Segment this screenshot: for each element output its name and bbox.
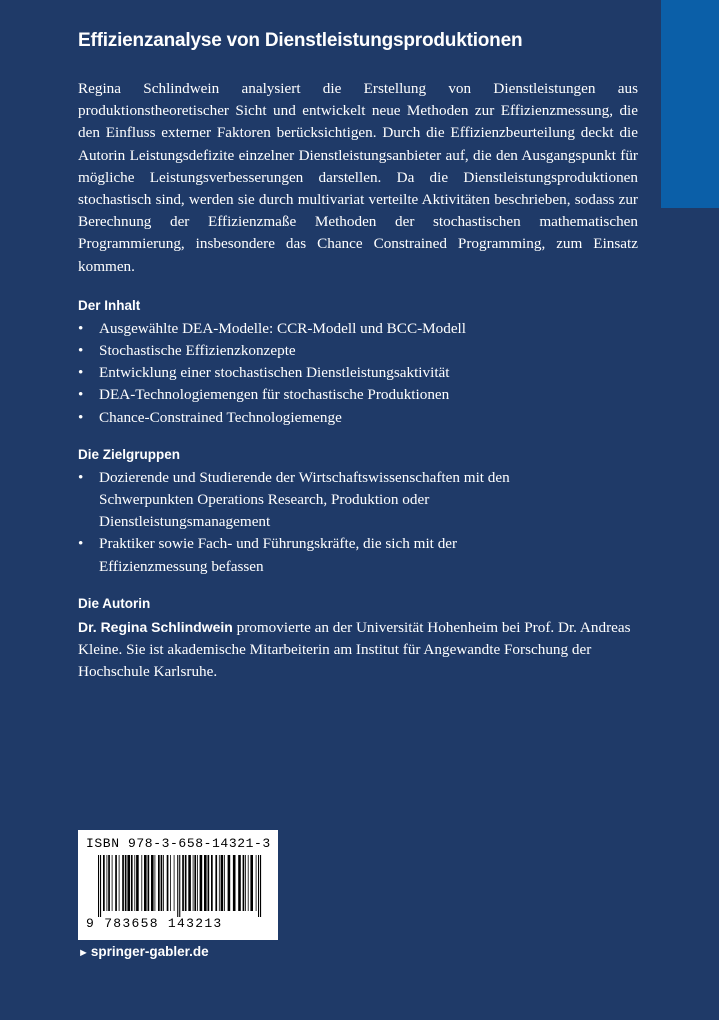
barcode-icon: [86, 855, 270, 917]
list-item: • Stochastische Effizienzkonzepte: [78, 340, 638, 362]
bullet-icon: •: [78, 319, 84, 337]
intro-paragraph: Regina Schlindwein analysiert die Erstellung von Dienstleistungen aus produktionstheoretischer Sicht und entwickelt neue Methoden zur Effizienzmessung, die den Einfluss externer Faktoren berücksichtigen. Durch die Effizienzbeurteilung deckt die Autorin Leistungsdefizite einzelner Dienstleistungsanbieter auf, die den Ausgangspunkt für mögliche Leistungsverbesserungen darstellen. Da die Dienstleistungsproduktionen stochastisch sind, werden sie durch multivariat verteilte Aktivitäten beschrieben, sodass zur Berechnung der Effizienzmaße Methoden der stochastischen mathematischen Programmierung, insbesondere das Chance Constrained Programming, zum Einsatz kommen.: [78, 80, 638, 275]
author-bio: [78, 616, 638, 684]
list-item: • DEA-Technologiemengen für stochastische Produktionen: [78, 384, 638, 406]
list-item: • Entwicklung einer stochastischen Dienstleistungsaktivität: [78, 362, 638, 384]
zielgruppen-list: [78, 467, 638, 578]
list-item: • Dozierende und Studierende der Wirtschaftswissenschaften mit den Schwerpunkten Operations Research, Produktion oder Dienstleistungsmanagement: [78, 468, 510, 531]
barcode-digits: 9 783658 143213: [86, 916, 223, 931]
bullet-icon: •: [78, 386, 84, 404]
section-heading-inhalt: Der Inhalt: [78, 297, 141, 313]
book-title: Effizienzanalyse von Dienstleistungsproduktionen: [78, 30, 523, 51]
inhalt-list: [78, 318, 638, 429]
list-item: • Ausgewählte DEA-Modelle: CCR-Modell und BCC-Modell: [78, 318, 638, 340]
bullet-icon: •: [78, 408, 84, 426]
author-bio-text: promovierte an der Universität Hohenheim bei Prof. Dr. Andreas Kleine. Sie ist akademische Mitarbeiterin am Institut für Angewandte Forschung der Hochschule Karlsruhe.: [78, 618, 631, 681]
section-heading-zielgruppen: Die Zielgruppen: [78, 446, 181, 462]
isbn-text: ISBN 978-3-658-14321-3: [86, 836, 271, 851]
arrow-icon: ►: [78, 947, 89, 959]
bullet-icon: •: [78, 468, 84, 486]
website-label: springer-gabler.de: [90, 944, 209, 959]
bullet-icon: •: [78, 535, 84, 553]
isbn-barcode: [78, 830, 278, 940]
section-heading-autorin: Die Autorin: [78, 595, 151, 611]
author-name: Dr. Regina Schlindwein: [78, 618, 233, 635]
publisher-website[interactable]: [78, 944, 209, 959]
bullet-icon: •: [78, 342, 84, 360]
list-item: • Praktiker sowie Fach- und Führungskräfte, die sich mit der Effizienzmessung befassen: [78, 535, 458, 575]
accent-bar: [661, 0, 719, 208]
list-item: • Chance-Constrained Technologiemenge: [78, 407, 638, 429]
bullet-icon: •: [78, 364, 84, 382]
back-cover-content: [78, 30, 638, 683]
